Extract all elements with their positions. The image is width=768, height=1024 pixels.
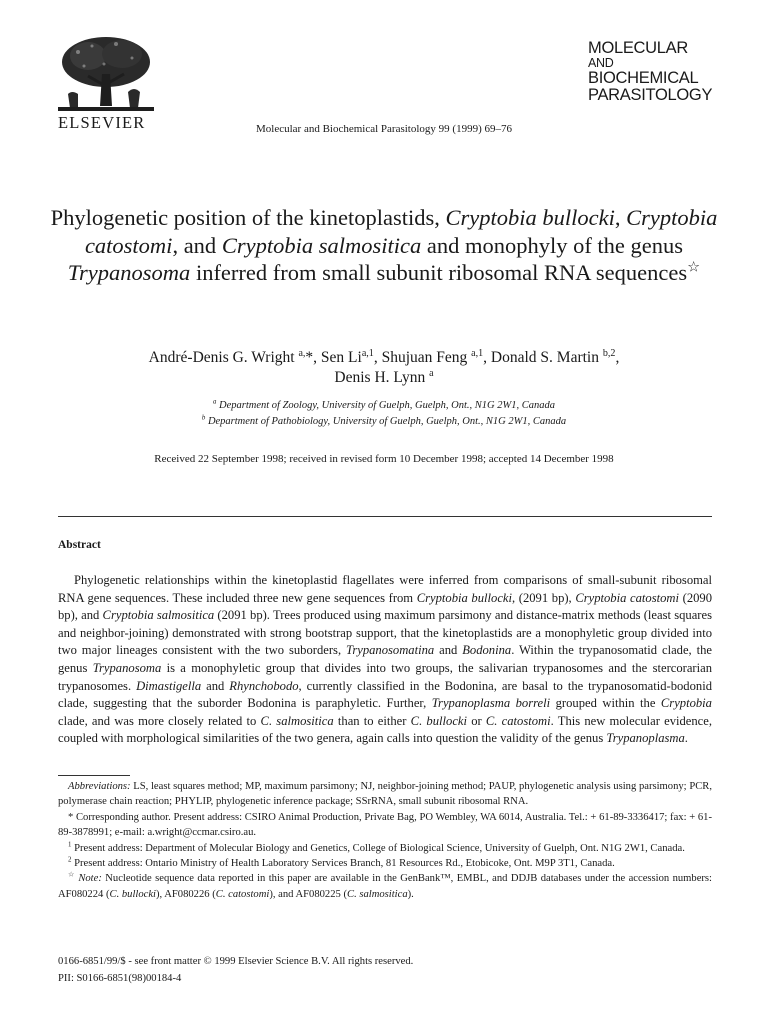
author-list: André-Denis G. Wright $^{a,}$*, Sen Li$^{a,1}$, Shujuan Feng $^{a,1}$, Donald S. Martin $^{b,2}$, Denis H. Lynn $^a$	[148, 347, 620, 386]
abstract-text: Phylogenetic relationships within the kinetoplastid flagellates were inferred from comparisons of small-subunit ribosomal RNA gene sequences. These included three new gene sequences from Cryptobia bullocki, (2091 bp), Cryptobia catostomi (2090 bp), and Cryptobia salmositica (2091 bp). Trees produced using maximum parsimony and distance-matrix methods (least squares and neighbor-joining) demonstrated with strong bootstrap support, that the kinetoplastids are a monophyletic group divided into two major lineages consistent with the two suborders, Trypanosomatina and Bodonina. Within the trypanosomatid clade, the genus Trypanosoma is a monophyletic group that divides into two groups, the salivarian trypanosomes and the stercorarian trypanosomes. Dimastigella and Rhynchobodo, currently classified in the Bodonina, are basal to the trypanosomatid-bodonid clade, suggesting that the suborder Bodonina is paraphyletic. Further, Trypanoplasma borreli grouped within the Cryptobia clade, and was more closely related to C. salmositica than to either C. bullocki or C. catostomi. This new molecular evidence, coupled with morphological similarities of the two genera, again calls into question the validity of the genus Trypanoplasma.	[58, 573, 713, 746]
author-name: André-Denis G. Wright	[148, 349, 295, 366]
footnote-divider	[58, 775, 130, 776]
received-dates: Received 22 September 1998; received in revised form 10 December 1998; accepted 14 December 1998	[154, 453, 614, 465]
title-footnote-star: ☆	[687, 259, 701, 276]
journal-masthead	[588, 40, 712, 104]
affiliation-line: $^b$ Department of Pathobiology, University of Guelph, Guelph, Ont., N1G 2W1, Canada	[201, 414, 567, 427]
author-name: Shujuan Feng	[381, 349, 468, 366]
author-name: Denis H. Lynn	[334, 369, 426, 386]
masthead-line: BIOCHEMICAL	[588, 69, 699, 87]
author-name: Donald S. Martin	[490, 349, 599, 366]
article-title: Phylogenetic position of the kinetoplastids, Cryptobia bullocki, Cryptobia catostomi, and Cryptobia salmositica and monophyly of the genus Trypanosoma inferred from small subunit ribosomal RNA sequences☆	[50, 205, 718, 285]
elsevier-tree-icon	[58, 34, 154, 114]
copyright-block	[58, 953, 413, 987]
footnote-abbreviations: Abbreviations: LS, least squares method; MP, maximum parsimony; NJ, neighbor-joining method; PAUP, phylogenetic analysis using parsimony; PCR, polymerase chain reaction; PHYLIP, phylogenetic inference package; SSrRNA, small subunit ribosomal RNA.	[58, 781, 712, 808]
section-divider	[58, 516, 712, 517]
footnotes	[58, 779, 712, 902]
copyright-line: 0166-6851/99/$ - see front matter © 1999 Elsevier Science B.V. All rights reserved.	[58, 956, 414, 967]
footnote-1: $^1$ Present address: Department of Molecular Biology and Genetics, College of Biological Science, University of Guelph, Ont. N1G 2W1, Canada.	[68, 841, 685, 854]
masthead-line: PARASITOLOGY	[588, 86, 713, 104]
journal-reference: Molecular and Biochemical Parasitology 99 (1999) 69–76	[256, 123, 512, 135]
footnote-note: ☆ Note: Nucleotide sequence data reported in this paper are available in the GenBank™, EMBL, and DDJB databases under the accession numbers: AF080224 (C. bullocki), AF080226 (C. catostomi), and AF080225 (C. salmositica).	[58, 871, 712, 900]
pii-line: PII: S0166-6851(98)00184-4	[58, 973, 182, 984]
author-name: Sen Li	[320, 349, 362, 366]
masthead-line: AND	[588, 56, 614, 70]
footnote-2: $^2$ Present address: Ontario Ministry of Health Laboratory Services Branch, 81 Resources Rd., Etobicoke, Ont. M9P 3T1, Canada.	[68, 856, 615, 870]
abstract-heading: Abstract	[58, 539, 101, 551]
footnote-corresponding: * Corresponding author. Present address: CSIRO Animal Production, Private Bag, PO Wembley, WA 6014, Australia. Tel.: + 61-89-3336417; fax: + 61-89-3878991; e-mail: a.wright@ccmar.csiro.au.	[58, 811, 712, 839]
publisher-name: ELSEVIER	[58, 113, 146, 132]
masthead-line: MOLECULAR	[588, 39, 688, 57]
affiliation-line: $^a$ Department of Zoology, University of Guelph, Guelph, Ont., N1G 2W1, Canada	[212, 398, 555, 411]
affiliations	[40, 398, 728, 430]
